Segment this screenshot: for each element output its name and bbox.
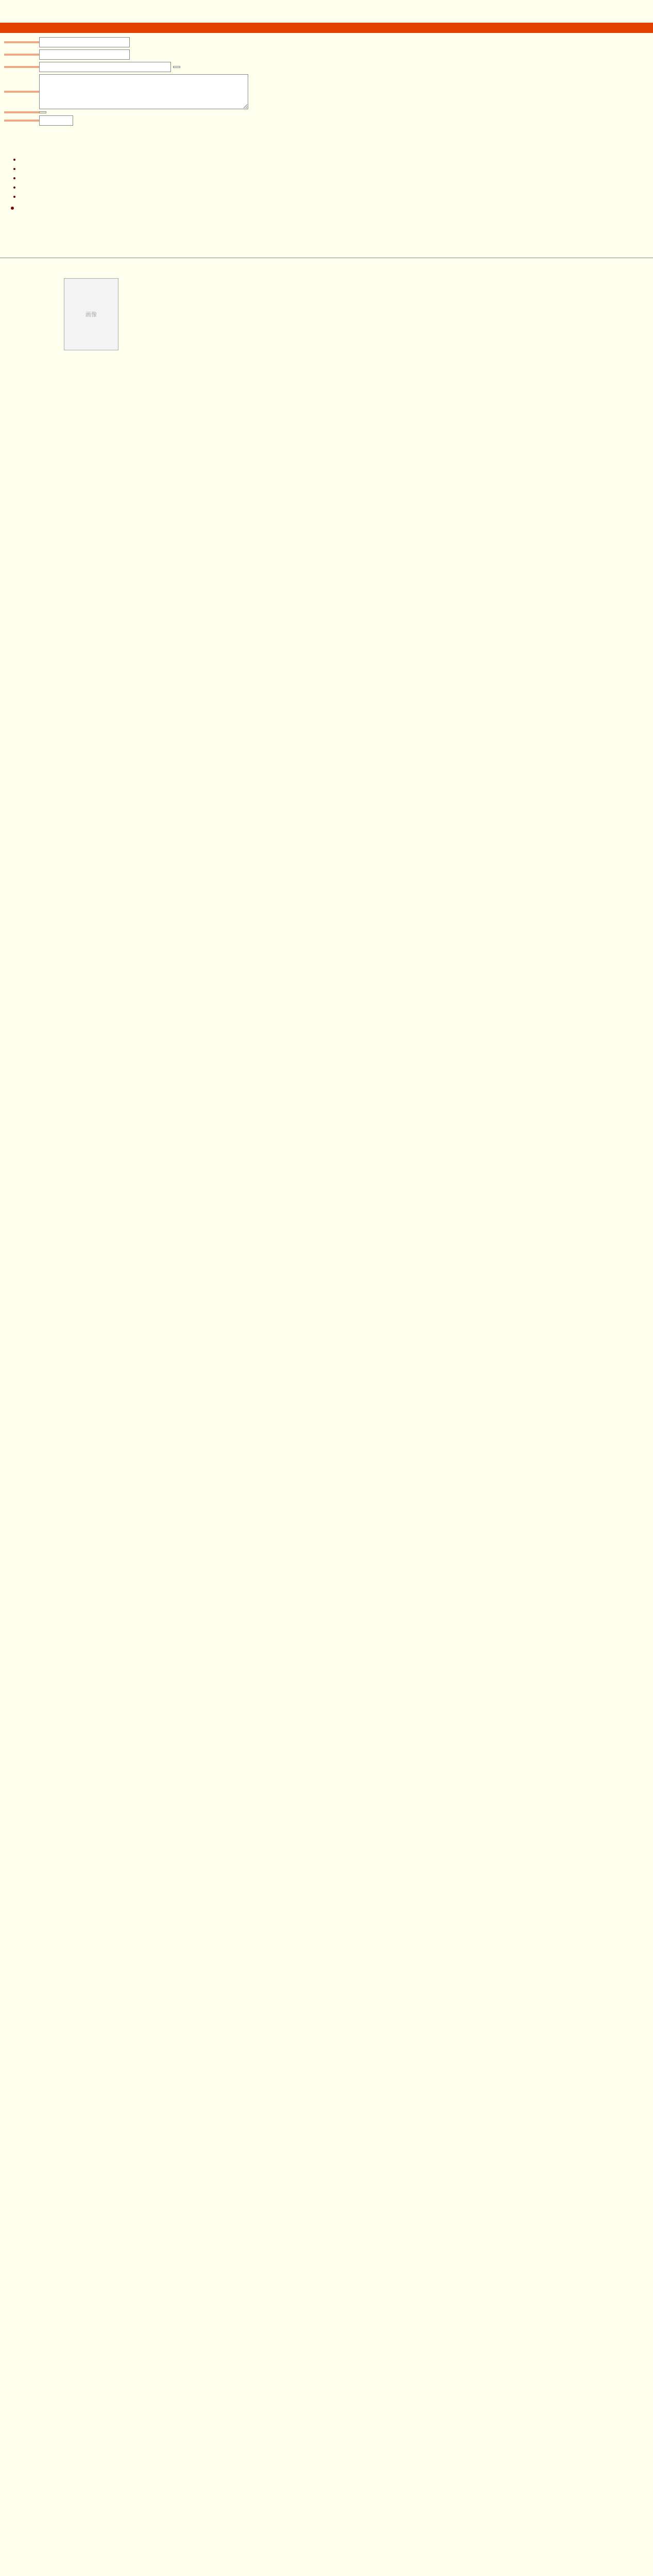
op-image[interactable]: 画像 (64, 278, 118, 350)
name-input[interactable] (39, 37, 130, 47)
subject-label (4, 66, 39, 68)
post-form (4, 37, 248, 128)
subject-input[interactable] (39, 62, 171, 72)
file-label (4, 111, 39, 113)
delete-key-label (4, 120, 39, 122)
email-label (4, 54, 39, 56)
comment-textarea[interactable] (39, 74, 248, 109)
email-input[interactable] (39, 49, 130, 60)
reply-mode-bar (0, 23, 653, 33)
comment-label (4, 91, 39, 93)
choose-file-button[interactable] (39, 111, 46, 113)
delete-key-input[interactable] (39, 115, 73, 126)
submit-button[interactable] (173, 66, 180, 68)
name-label (4, 41, 39, 43)
